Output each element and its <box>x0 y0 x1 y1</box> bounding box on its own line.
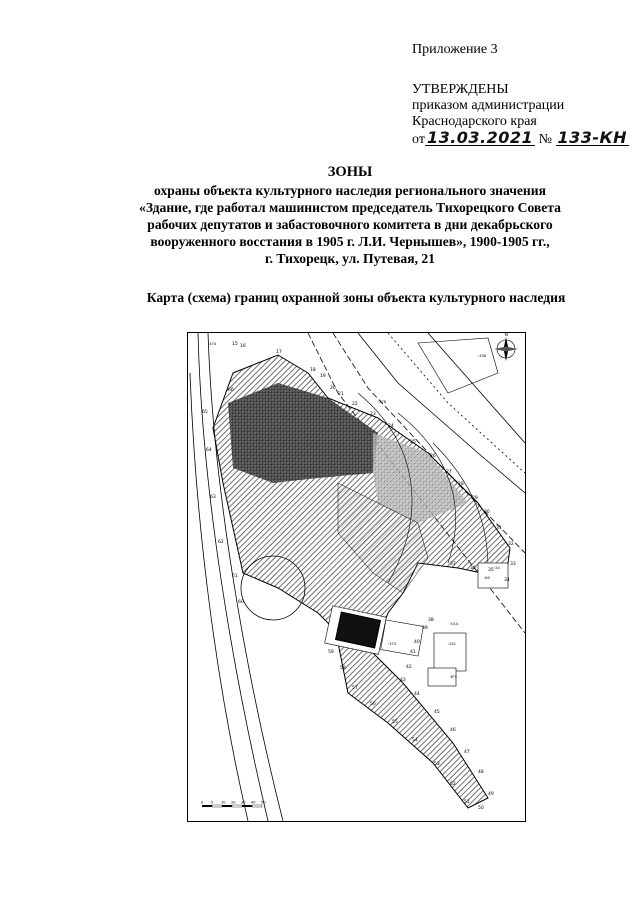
point-label: 51 <box>464 800 470 805</box>
scale-bar <box>201 801 266 808</box>
parcel-label: :374 <box>208 342 217 346</box>
parcel-label: :241 <box>448 642 457 646</box>
point-label: 23 <box>370 412 376 417</box>
title-line6: г. Тихорецк, ул. Путевая, 21 <box>265 251 435 266</box>
approval-date-line <box>412 130 629 148</box>
title-line3: «Здание, где работал машинистом председатель Тихорецкого Совета <box>139 200 561 215</box>
point-label: 30 <box>484 510 490 515</box>
point-label: 26 <box>430 454 436 459</box>
point-label: 66 <box>228 388 234 393</box>
parcel-label: :373 <box>388 642 397 646</box>
point-label: 20 <box>330 386 336 391</box>
parcel-label: :336 <box>478 354 487 358</box>
parcel-label: :84 <box>484 576 490 580</box>
point-label: 43 <box>400 678 406 683</box>
point-label: 15 <box>232 342 238 347</box>
point-label: 60 <box>238 600 244 605</box>
point-label: 22 <box>352 402 358 407</box>
dense-core-area <box>228 383 378 483</box>
point-label: 40 <box>414 640 420 645</box>
point-label: 62 <box>218 540 224 545</box>
point-label: 36 <box>470 566 476 571</box>
point-label: 54 <box>412 738 418 743</box>
parcel-outline-top <box>418 338 498 393</box>
parcel-label: 3Р3 <box>450 675 457 679</box>
point-label: 38 <box>428 618 434 623</box>
point-label: 52 <box>450 782 456 787</box>
scale-tick-label: 30 <box>241 800 246 805</box>
point-label: 47 <box>464 750 470 755</box>
scale-tick-label: 40 <box>251 800 256 805</box>
scale-tick-label: 50 <box>261 800 266 805</box>
point-label: 59 <box>328 650 334 655</box>
document-title <box>70 164 630 267</box>
point-label: 45 <box>434 710 440 715</box>
appendix-label: Приложение 3 <box>412 42 498 57</box>
point-label: 25 <box>410 440 416 445</box>
point-label: 48 <box>478 770 484 775</box>
point-label: 21 <box>338 392 344 397</box>
point-label: 35 <box>488 568 494 573</box>
approval-block <box>412 82 629 148</box>
date-value: 13.03.2021 <box>426 128 534 147</box>
point-label: 19 <box>320 374 326 379</box>
title-line4: рабочих депутатов и забастовочного комитета в дни декабрьского <box>147 217 553 232</box>
point-label: 53 <box>434 762 440 767</box>
parcel-label: :378 <box>378 400 387 404</box>
map-caption: Карта (схема) границ охранной зоны объекта культурного наследия <box>146 290 566 305</box>
title-line2: охраны объекта культурного наследия регионального значения <box>154 183 546 198</box>
point-label: 28 <box>458 482 464 487</box>
approved-by-line2: Краснодарского края <box>412 114 537 129</box>
point-label: 32 <box>508 542 514 547</box>
approved-by-line1: приказом администрации <box>412 98 565 113</box>
compass-letter: N <box>504 333 508 338</box>
point-label: 63 <box>210 495 216 500</box>
point-label: 64 <box>206 448 212 453</box>
map-drawing <box>188 333 525 821</box>
point-label: 33 <box>510 562 516 567</box>
point-label: 41 <box>410 650 416 655</box>
compass-rose <box>494 333 518 361</box>
point-label: 37 <box>450 562 456 567</box>
date-prefix: от <box>412 132 425 147</box>
scale-tick-label: 5 <box>211 800 214 805</box>
point-label: 42 <box>406 665 412 670</box>
point-label: 55 <box>392 720 398 725</box>
point-label: 17 <box>276 350 282 355</box>
point-label: 44 <box>414 692 420 697</box>
scale-tick-label: 10 <box>221 800 226 805</box>
scale-tick-label: 20 <box>231 800 236 805</box>
point-label: 49 <box>488 792 494 797</box>
point-label: 24 <box>388 424 394 429</box>
approved-title: УТВЕРЖДЕНЫ <box>412 82 509 97</box>
point-label: 18 <box>310 368 316 373</box>
point-label: 46 <box>450 728 456 733</box>
point-label: 16 <box>240 344 246 349</box>
parcel-label: :014 <box>450 622 459 626</box>
point-label: 57 <box>352 686 358 691</box>
point-label: 65 <box>202 410 208 415</box>
point-label: 58 <box>340 666 346 671</box>
number-prefix: № <box>538 132 553 147</box>
title-line5: вооруженного восстания в 1905 г. Л.И. Чернышев», 1900-1905 гг., <box>150 234 550 249</box>
point-label: 50 <box>478 806 484 811</box>
point-label: 27 <box>446 470 452 475</box>
title-zones: ЗОНЫ <box>327 164 373 180</box>
point-label: 61 <box>232 574 238 579</box>
point-label: 39 <box>422 626 428 631</box>
point-label: 29 <box>472 496 478 501</box>
point-label: 31 <box>496 526 502 531</box>
number-value: 133-КН <box>557 128 628 147</box>
point-label: 56 <box>370 702 376 707</box>
point-label: 34 <box>504 578 510 583</box>
parcel-label: :24 <box>494 566 500 570</box>
map-scheme <box>187 332 526 822</box>
scale-tick-label: 0 <box>201 800 204 805</box>
